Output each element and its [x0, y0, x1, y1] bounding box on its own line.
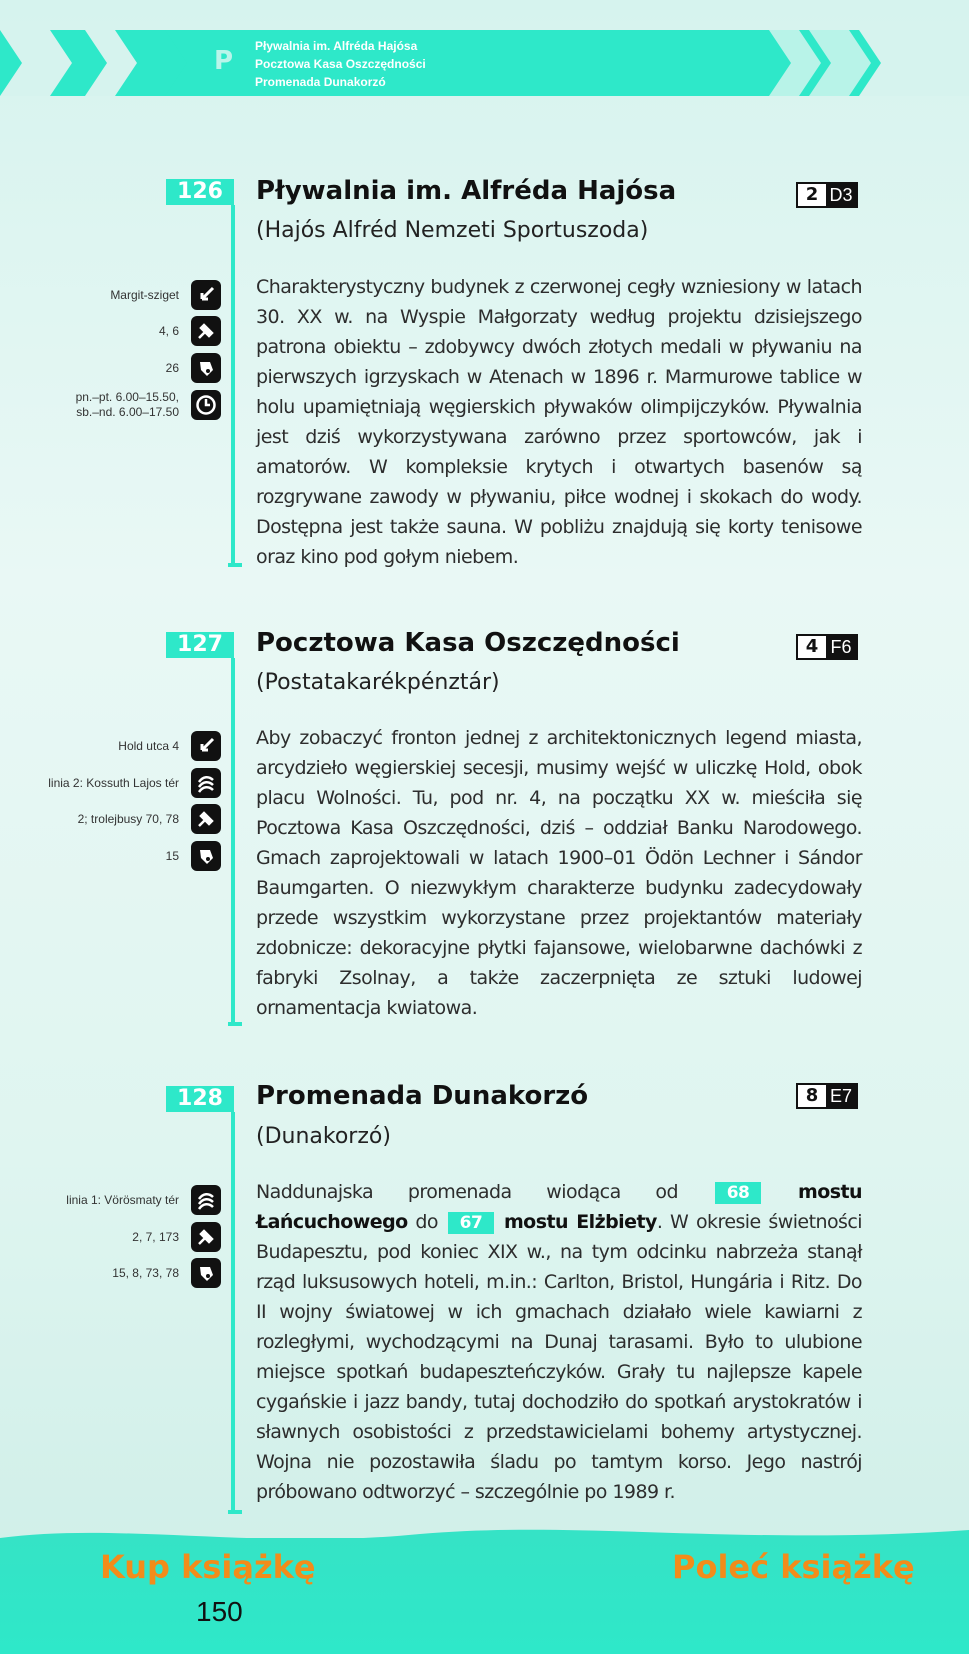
header-line: Pocztowa Kasa Oszczędności — [255, 57, 426, 71]
info-hours — [76, 390, 221, 420]
recommend-book-link[interactable]: Poleć książkę — [672, 1548, 915, 1586]
page-number: 150 — [196, 1596, 243, 1627]
info-metro — [66, 1185, 221, 1215]
entry-title: Pocztowa Kasa Oszczędności — [256, 628, 680, 658]
map-reference — [796, 1083, 858, 1109]
map-square: F6 — [826, 636, 856, 658]
bold-link-mostu-elzbiety: mostu Elżbiety — [503, 1211, 657, 1233]
entry-body-text: Aby zobaczyć fronton jednej z architektonicznych legend miasta, arcydzieło węgierskiej secesji, musimy wejść w uliczkę Hold, obok placu Wolności. Tu, pod nr. 4, na początku XX w. mieściła się Pocztowa Kasa Oszczędności, dziś – oddział Banku Narodowego. Gmach zaprojektowali w latach 1900–01 Ödön Lechner i Sándor Baumgarten. O niezwykłym charakterze budynku zadecydowały przede wszystkim wykorzystane przez projektantów materiały zdobnicze: dekoracyjne płytki fajansowe, wielobarwne dachówki z fabryki Zsolnay, a także zaczerpnięta ze sztuki ludowej ornamentacja kwiatowa. — [256, 727, 862, 1019]
clock-icon — [191, 390, 221, 420]
address-icon — [191, 280, 221, 310]
entry-body-text: Charakterystyczny budynek z czerwonej cegły wzniesiony w latach 30. XX w. na Wyspie Małgorzaty według projektu dzisiejszego patrona obiektu – zdobywcy dwóch złotych medali w pływaniu na pierwszych igrzyskach w Atenach w 1896 r. Marmurowe tablice w holu upamiętniają węgierskich pływaków olimpijczyków. Pływalnia jest dziś wykorzystywana zarówno przez sportowców, jak i amatorów. W kompleksie krytych i otwartych basenów są rozgrywane zawody w pływaniu, piłce wodnej i skokach do wody. Dostępna jest także sauna. W pobliżu znajdują się korty tenisowe oraz kino pod gołym niebem. — [256, 276, 862, 568]
entry-rule-foot — [228, 1510, 242, 1514]
bus-icon — [191, 1222, 221, 1252]
header-line: Pływalnia im. Alfréda Hajósa — [255, 39, 418, 53]
info-tram — [112, 1258, 221, 1288]
cross-reference-67[interactable]: 67 — [448, 1212, 495, 1234]
info-address — [118, 731, 221, 761]
body-text: Naddunajska promenada wiodąca od — [256, 1181, 678, 1203]
map-page: 2 — [798, 184, 826, 206]
entry-number: 128 — [166, 1086, 234, 1112]
entry-subtitle: (Hajós Alfréd Nemzeti Sportuszoda) — [256, 218, 649, 243]
cross-reference-68[interactable]: 68 — [715, 1182, 762, 1204]
map-page: 4 — [798, 636, 826, 658]
tram-icon — [191, 1258, 221, 1288]
address-icon — [191, 731, 221, 761]
entry-rule — [231, 205, 235, 565]
metro-icon — [191, 1185, 221, 1215]
info-label: 2; trolejbusy 70, 78 — [77, 811, 179, 826]
info-label: Hold utca 4 — [118, 738, 179, 753]
info-label: 26 — [165, 360, 179, 375]
entry-body — [256, 1177, 862, 1507]
info-bus — [78, 804, 221, 834]
info-bus — [159, 316, 221, 346]
info-bus — [132, 1222, 221, 1252]
entry-subtitle: (Postatakarékpénztár) — [256, 670, 500, 695]
entry-subtitle: (Dunakorzó) — [256, 1124, 391, 1149]
entry-rule — [231, 1112, 235, 1512]
entry-title: Promenada Dunakorzó — [256, 1081, 589, 1111]
info-tram — [166, 841, 221, 871]
info-label: Margit-sziget — [110, 287, 179, 302]
section-letter: P — [214, 46, 234, 76]
body-text: do — [415, 1211, 438, 1233]
map-page: 8 — [798, 1085, 826, 1107]
map-reference — [796, 634, 858, 660]
buy-book-link[interactable]: Kup książkę — [100, 1548, 316, 1586]
map-reference — [796, 182, 858, 208]
header-chevrons-left-icon — [0, 30, 200, 96]
entry-rule-foot — [228, 1022, 242, 1026]
header-chevrons-right-icon — [749, 30, 969, 96]
info-tram — [166, 353, 221, 383]
info-label: linia 1: Vörösmaty tér — [66, 1192, 179, 1207]
info-label: 4, 6 — [158, 323, 179, 338]
entry-number: 127 — [166, 632, 234, 658]
info-label: 15 — [165, 848, 179, 863]
map-square: E7 — [826, 1085, 856, 1107]
info-label: linia 2: Kossuth Lajos tér — [48, 775, 179, 790]
info-label: 15, 8, 73, 78 — [112, 1265, 179, 1280]
tram-icon — [191, 841, 221, 871]
entry-number: 126 — [166, 179, 234, 205]
entry-title: Pływalnia im. Alfréda Hajósa — [256, 176, 677, 206]
map-square: D3 — [826, 184, 856, 206]
info-label: 2, 7, 173 — [132, 1229, 179, 1244]
tram-icon — [191, 353, 221, 383]
entry-body — [256, 723, 862, 1023]
entry-body-text — [256, 1177, 862, 1507]
info-label: pn.–pt. 6.00–15.50, sb.–nd. 6.00–17.50 — [75, 390, 179, 419]
header-line: Promenada Dunakorzó — [255, 75, 386, 89]
entry-rule — [231, 658, 235, 1024]
header-contents — [255, 37, 426, 91]
bus-icon — [191, 316, 221, 346]
entry-rule-foot — [228, 563, 242, 567]
bold-link-mostu-lancuchowego: mostu Łańcuchowego — [256, 1181, 862, 1233]
entry-body — [256, 272, 862, 572]
bus-icon — [191, 804, 221, 834]
info-metro — [48, 768, 221, 798]
info-address — [110, 280, 221, 310]
metro-icon — [191, 768, 221, 798]
body-text: . W okresie świetności Budapesztu, pod koniec XIX w., na tym odcinku nabrzeża stanął rząd luksusowych hoteli, m.in.: Carlton, Bristol, Hungária i Ritz. Do II wojny światowej w ich gmachach działało wiele kawiarni z rozległymi, wychodzącymi na Dunaj tarasami. Było to ulubione miejsce spotkań budapeszteńczyków. Grały tu najlepsze kapele cygańskie i jazz bandy, tutaj dochodziło do spotkań arystokratów i sławnych osobistości z przedstawicielami bohemy artystycznej. Wojna nie pozostawiła śladu po tamtym korso. Jego nastrój próbowano odtworzyć – szczególnie po 1989 r. — [256, 1211, 863, 1503]
